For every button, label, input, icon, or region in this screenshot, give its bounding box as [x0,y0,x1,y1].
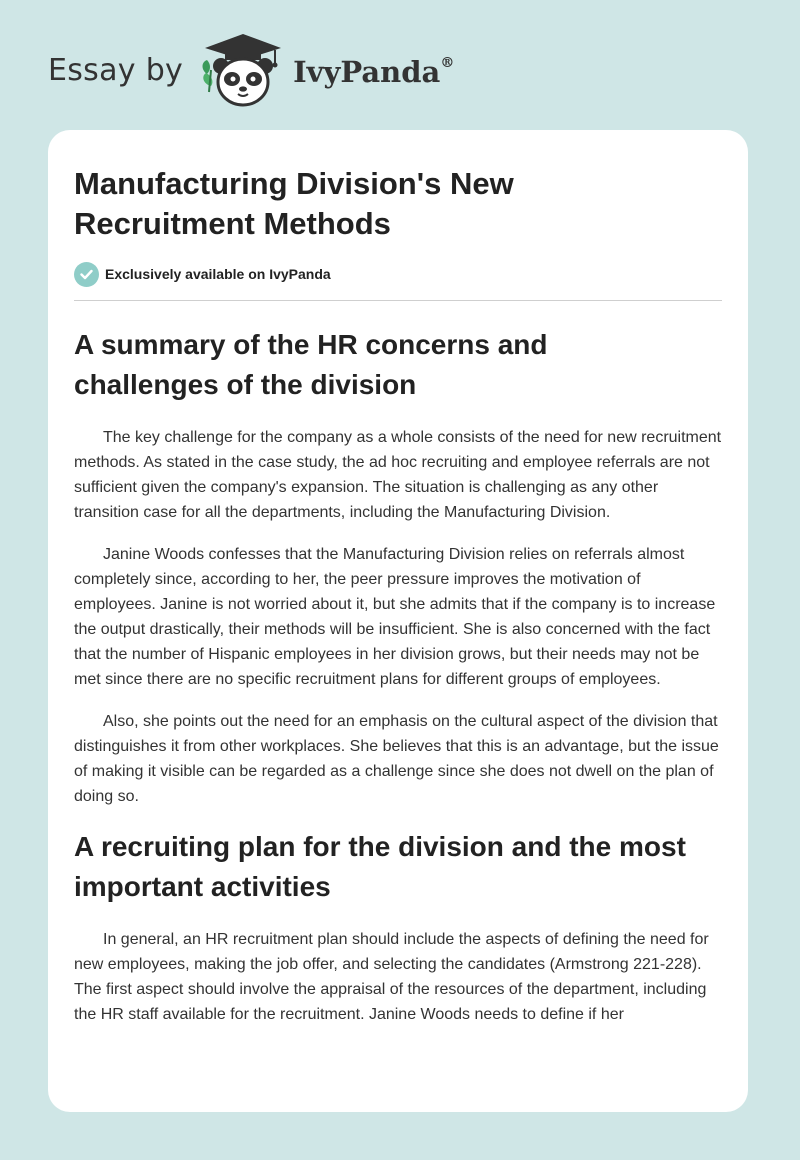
paragraph: In general, an HR recruitment plan should include the aspects of defining the need for new employees, making the job offer, and selecting the candidates (Armstrong 221-228). The first aspect should involve the appraisal of the resources of the department, including the HR staff available for the recruitment. Janine Woods needs to define if her [74,931,709,1023]
paragraph: Janine Woods confesses that the Manufacturing Division relies on referrals almost completely since, according to her, the peer pressure improves the motivation of employees. Janine is not worried about it, but she admits that if the company is to increase the output drastically, their methods will be insufficient. She is also concerned with the fact that the number of Hispanic employees in her division grows, but their needs may not be met since there are no specific recruitment plans for different groups of employees. [74,546,716,688]
brand-name[interactable] [293,55,454,89]
paragraph: The key challenge for the company as a whole consists of the need for new recruitment methods. As stated in the case study, the ad hoc recruiting and employee referrals are not sufficient given the company's expansion. The situation is challenging as any other transition case for all the departments, including the Manufacturing Division. [74,429,722,521]
essay-card [48,130,748,1112]
brand-name-text: IvyPanda [293,55,441,89]
section-heading-recruiting-plan: A recruiting plan for the division and the most important activities [74,831,686,902]
panda-logo-icon[interactable] [197,30,289,110]
site-header [48,30,454,110]
paragraph: Also, she points out the need for an emphasis on the cultural aspect of the division that distinguishes it from other workplaces. She believes that this is an advantage, but the issue of making it visible can be regarded as a challenge since she does not dwell on the plan of doing so. [74,713,719,805]
essay-title: Manufacturing Division's New Recruitment Methods [74,166,514,241]
section-heading-summary: A summary of the HR concerns and challenges of the division [74,329,548,400]
registered-mark: ® [440,55,455,72]
check-circle-icon [74,262,99,287]
essay-by-label: Essay by [48,52,184,88]
essay-content [48,130,748,1027]
exclusive-badge [74,260,722,288]
exclusive-label: Exclusively available on IvyPanda [105,266,331,282]
divider [74,300,722,301]
